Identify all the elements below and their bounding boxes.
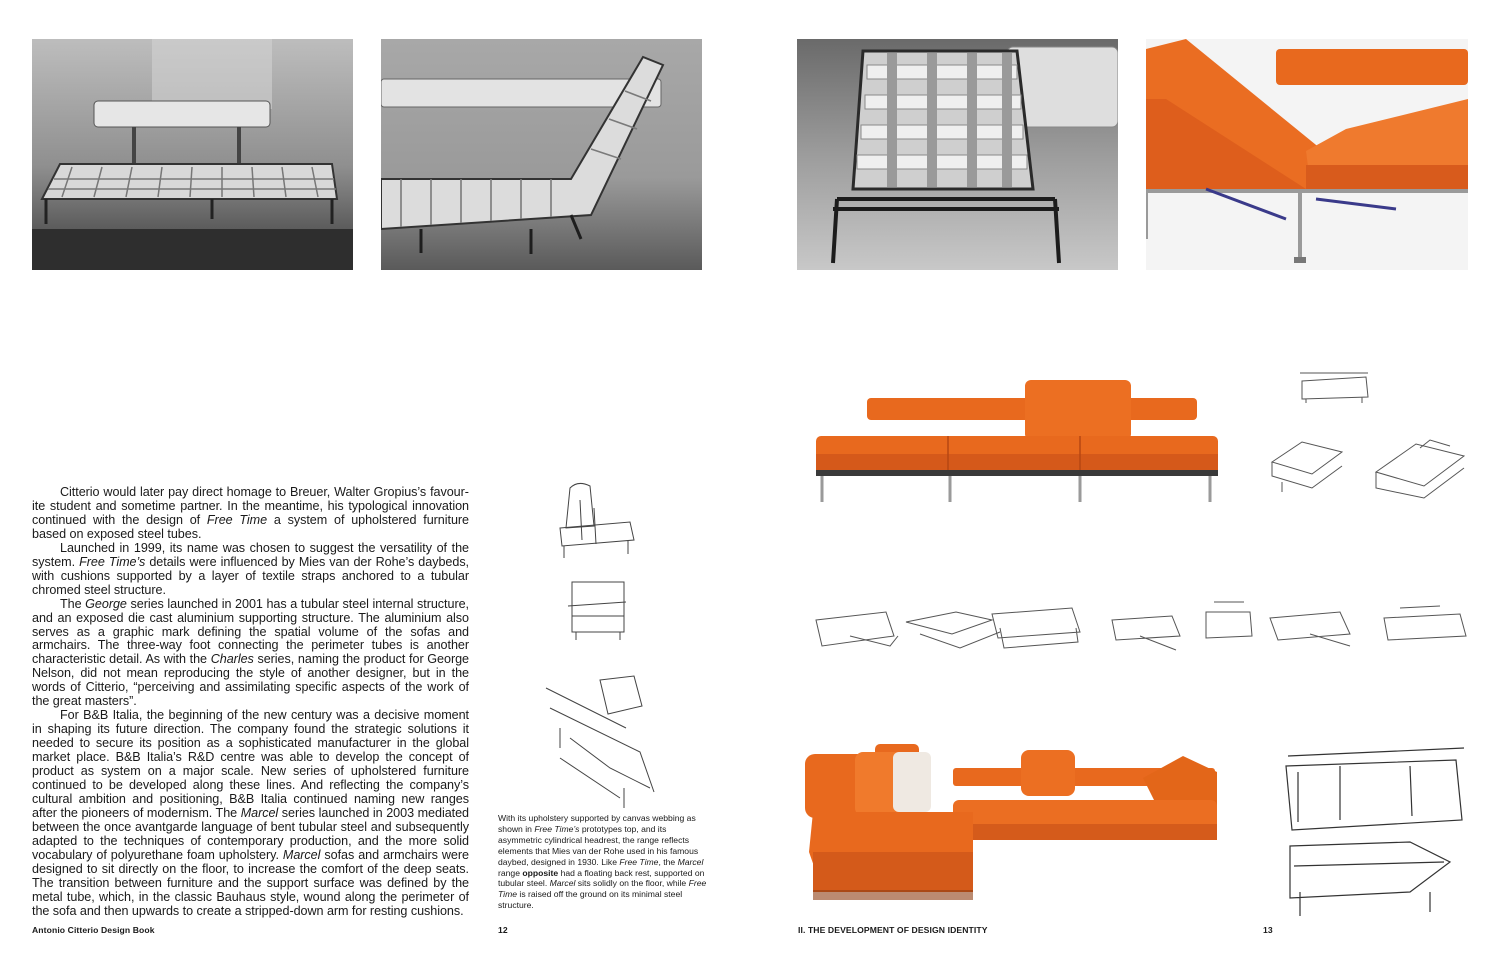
italic-run: Free Time’s — [534, 823, 580, 834]
photo-sofa-orange-free-time — [810, 378, 1220, 508]
photo-armchair-bw-webbing — [797, 39, 1118, 270]
text-run: series launched in 2003 mediated between the once avantgarde language of bent tubular steel and subsequently adapted to the techniques of contemporary production, and the more solid vocabulary of polyurethane foam upholstery. — [32, 805, 470, 862]
photo-daybed-bw-reclined — [381, 39, 702, 270]
text-run: had a floating back rest, supported on tubular steel. — [498, 867, 705, 889]
text-run: sofas and armchairs were designed to sit directly on the floor, to increase the comfort of the deep seats. The transition between furniture and the support surface was defined by the metal tube, which, in the classic Bauhaus style, wound along the perimeter of the sofa and then upwards to create a stripped-down arm for resting cushions. — [32, 847, 469, 918]
text-run: series launched in 2001 has a tubular steel internal structure, and an exposed die cast aluminium supporting structure. The aluminium also serves as a graphic mark defining the spatial volume of the sofas and armchairs. The three-way foot connecting the perimeter tubes is another characteristic detail. As with the — [32, 596, 470, 667]
photo-daybed-orange-detail — [1146, 39, 1468, 270]
sketch-row-sofa-configurations — [810, 598, 1470, 660]
italic-run: Free Time — [498, 878, 707, 900]
caption-paragraph — [498, 813, 708, 911]
sketch-daybed-perspective — [540, 668, 665, 812]
body-paragraph — [32, 542, 469, 598]
text-run: details were influenced by Mies van der Rohe’s daybeds, with cushions supported by a layer of textile straps anchored to a tubular chromed steel structure. — [32, 554, 470, 597]
body-text — [32, 486, 469, 919]
sketch-armchair-side — [550, 478, 640, 560]
text-run: a system of upholstered furniture based on exposed steel tubes. — [32, 512, 469, 541]
sketch-sectional-studies — [1280, 742, 1470, 922]
sketch-chaise-modules — [1262, 432, 1346, 494]
text-run: series, naming the product for George Nelson, did not mean reproducing the style of another designer, but in the words of Citterio, “perceiving and assimilating specific aspects of the work of the great masters”. — [32, 652, 469, 709]
body-paragraph — [32, 598, 469, 710]
sketch-armchair-front — [566, 578, 628, 642]
chapter-title: II. THE DEVELOPMENT OF DESIGN IDENTITY — [798, 925, 988, 935]
text-run: sits solidly on the floor, while — [575, 878, 689, 889]
photo-daybed-bw-front — [32, 39, 353, 270]
figure-caption — [498, 813, 708, 911]
text-run: Citterio would later pay direct homage to Breuer, Walter Gropius’s favourite student and sometime partner. In the meantime, his typological innovation continued with the design of — [32, 485, 469, 527]
photo-sectional-orange-marcel — [803, 742, 1221, 910]
italic-run: Marcel — [282, 847, 321, 862]
text-run: Launched in 1999, its name was chosen to suggest the versatility of the system. — [32, 540, 469, 569]
italic-run: Charles — [210, 652, 254, 667]
text-run: The — [60, 596, 86, 611]
text-run: prototypes top, and its asymmetric cylindrical headrest, the range reflects elements that Mies van der Rohe used in his famous daybed, designed in 1930. Like — [498, 823, 699, 867]
text-run: For B&B Italia, the beginning of the new century was a decisive moment in shaping its future direction. The company found the strategic solutions it needed to secure its position as a sophisticated manufacturer in the global market place. B&B Italia’s R&D centre was able to develop the concept of product as system on a major scale. New series of upholstered furniture continued to be developed along these lines. And reflecting the company’s cultural ambition and positioning, B&B Italia continued naming new ranges after the pioneers of modernism. The — [32, 708, 469, 820]
text-run: With its upholstery supported by canvas webbing as shown in — [498, 813, 696, 834]
italic-run: Marcel — [240, 805, 279, 820]
running-title: Antonio Citterio Design Book — [32, 925, 155, 935]
bold-run: opposite — [522, 867, 559, 878]
italic-run: Free Time — [619, 856, 659, 867]
text-run: is raised off the ground on its minimal steel structure. — [498, 889, 683, 911]
italic-run: Marcel — [549, 878, 576, 889]
italic-run: Free Time — [206, 512, 268, 527]
right-page-number: 13 — [1263, 925, 1273, 935]
left-page-number: 12 — [498, 925, 508, 935]
body-paragraph — [32, 486, 469, 542]
text-run: , the — [658, 856, 678, 867]
sketch-sofa-elevation — [1296, 367, 1372, 405]
body-paragraph — [32, 709, 469, 918]
text-run: range — [498, 867, 523, 878]
sketch-corner-modules — [1370, 432, 1468, 500]
italic-run: George — [85, 596, 127, 611]
italic-run: Marcel — [677, 856, 704, 867]
italic-run: Free Time’s — [79, 554, 146, 569]
